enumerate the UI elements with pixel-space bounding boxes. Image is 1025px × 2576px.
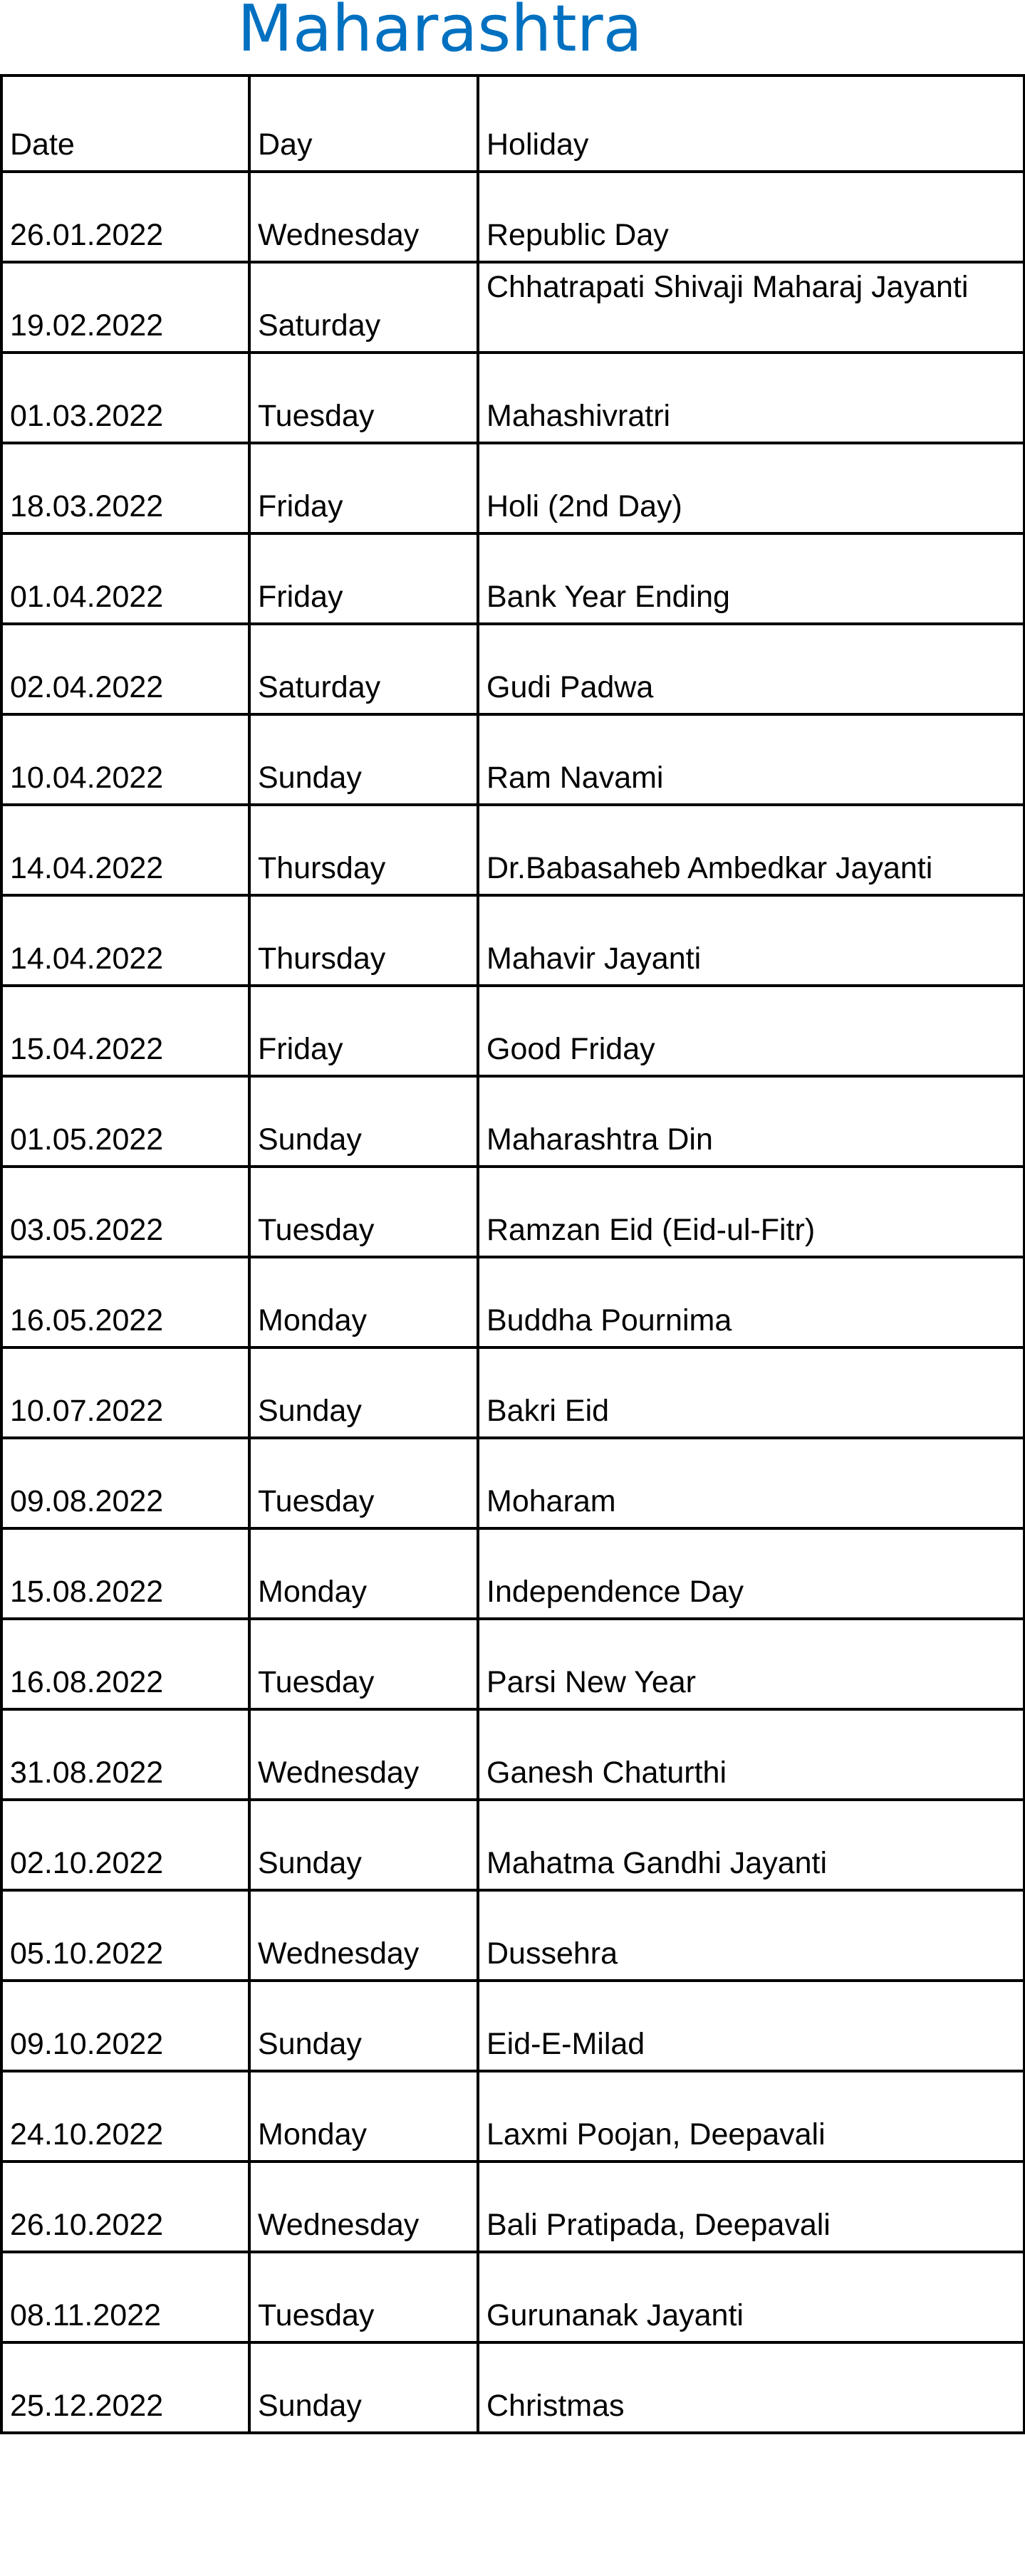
date-cell: 14.04.2022 [1,895,249,986]
day-cell: Monday [249,1257,478,1347]
holiday-cell: Bakri Eid [478,1347,1024,1438]
table-row [1,986,1024,1076]
day-cell: Tuesday [249,1167,478,1257]
holiday-cell: Parsi New Year [478,1619,1024,1709]
header-day: Day [249,75,478,172]
day-cell: Wednesday [249,172,478,262]
holiday-cell: Mahavir Jayanti [478,895,1024,986]
day-cell: Monday [249,2071,478,2162]
table-row [1,1167,1024,1257]
table-row [1,1076,1024,1167]
holiday-cell: Bank Year Ending [478,533,1024,624]
holiday-cell: Republic Day [478,172,1024,262]
date-cell: 10.07.2022 [1,1347,249,1438]
header-date: Date [1,75,249,172]
holiday-cell: Ram Navami [478,714,1024,805]
holiday-cell: Maharashtra Din [478,1076,1024,1167]
table-row [1,262,1024,353]
date-cell: 26.01.2022 [1,172,249,262]
holiday-cell: Bali Pratipada, Deepavali [478,2162,1024,2252]
date-cell: 10.04.2022 [1,714,249,805]
date-cell: 05.10.2022 [1,1890,249,1981]
table-row [1,443,1024,533]
day-cell: Sunday [249,2342,478,2433]
table-row [1,172,1024,262]
table-row [1,1257,1024,1347]
day-cell: Wednesday [249,2162,478,2252]
holiday-cell: Mahatma Gandhi Jayanti [478,1800,1024,1890]
day-cell: Thursday [249,895,478,986]
day-cell: Tuesday [249,1619,478,1709]
day-cell: Saturday [249,624,478,714]
holiday-cell: Moharam [478,1438,1024,1528]
date-cell: 24.10.2022 [1,2071,249,2162]
holiday-cell: Good Friday [478,986,1024,1076]
table-row [1,2252,1024,2342]
holiday-cell: Independence Day [478,1528,1024,1619]
table-row [1,2162,1024,2252]
date-cell: 25.12.2022 [1,2342,249,2433]
date-cell: 01.03.2022 [1,353,249,443]
day-cell: Sunday [249,1347,478,1438]
date-cell: 15.04.2022 [1,986,249,1076]
holiday-cell: Ganesh Chaturthi [478,1709,1024,1800]
date-cell: 09.08.2022 [1,1438,249,1528]
table-row [1,714,1024,805]
date-cell: 16.08.2022 [1,1619,249,1709]
table-row [1,1800,1024,1890]
table-row [1,533,1024,624]
table-row [1,2071,1024,2162]
day-cell: Friday [249,533,478,624]
date-cell: 02.10.2022 [1,1800,249,1890]
table-row [1,2342,1024,2433]
date-cell: 02.04.2022 [1,624,249,714]
date-cell: 03.05.2022 [1,1167,249,1257]
date-cell: 15.08.2022 [1,1528,249,1619]
holiday-table-body [1,75,1024,2433]
table-row [1,1528,1024,1619]
table-header-row [1,75,1024,172]
holiday-cell: Holi (2nd Day) [478,443,1024,533]
day-cell: Tuesday [249,353,478,443]
day-cell: Friday [249,443,478,533]
holiday-cell: Gurunanak Jayanti [478,2252,1024,2342]
day-cell: Monday [249,1528,478,1619]
date-cell: 19.02.2022 [1,262,249,353]
table-row [1,624,1024,714]
table-row [1,353,1024,443]
table-row [1,895,1024,986]
date-cell: 08.11.2022 [1,2252,249,2342]
table-row [1,1438,1024,1528]
day-cell: Thursday [249,805,478,895]
date-cell: 09.10.2022 [1,1981,249,2071]
date-cell: 01.05.2022 [1,1076,249,1167]
day-cell: Tuesday [249,1438,478,1528]
day-cell: Sunday [249,1076,478,1167]
day-cell: Wednesday [249,1709,478,1800]
header-holiday: Holiday [478,75,1024,172]
table-row [1,1981,1024,2071]
holiday-table [0,74,1025,2434]
table-row [1,1347,1024,1438]
table-row [1,1709,1024,1800]
date-cell: 18.03.2022 [1,443,249,533]
date-cell: 16.05.2022 [1,1257,249,1347]
holiday-cell: Eid-E-Milad [478,1981,1024,2071]
date-cell: 26.10.2022 [1,2162,249,2252]
holiday-cell: Chhatrapati Shivaji Maharaj Jayanti [478,262,1024,353]
holiday-cell: Christmas [478,2342,1024,2433]
page-title: Maharashtra [237,0,642,66]
table-row [1,805,1024,895]
holiday-cell: Dussehra [478,1890,1024,1981]
holiday-cell: Gudi Padwa [478,624,1024,714]
day-cell: Sunday [249,714,478,805]
day-cell: Sunday [249,1981,478,2071]
date-cell: 14.04.2022 [1,805,249,895]
holiday-cell: Dr.Babasaheb Ambedkar Jayanti [478,805,1024,895]
table-row [1,1890,1024,1981]
day-cell: Tuesday [249,2252,478,2342]
day-cell: Wednesday [249,1890,478,1981]
table-row [1,1619,1024,1709]
holiday-cell: Laxmi Poojan, Deepavali [478,2071,1024,2162]
day-cell: Sunday [249,1800,478,1890]
date-cell: 31.08.2022 [1,1709,249,1800]
day-cell: Saturday [249,262,478,353]
holiday-cell: Buddha Pournima [478,1257,1024,1347]
day-cell: Friday [249,986,478,1076]
date-cell: 01.04.2022 [1,533,249,624]
holiday-cell: Ramzan Eid (Eid-ul-Fitr) [478,1167,1024,1257]
holiday-cell: Mahashivratri [478,353,1024,443]
